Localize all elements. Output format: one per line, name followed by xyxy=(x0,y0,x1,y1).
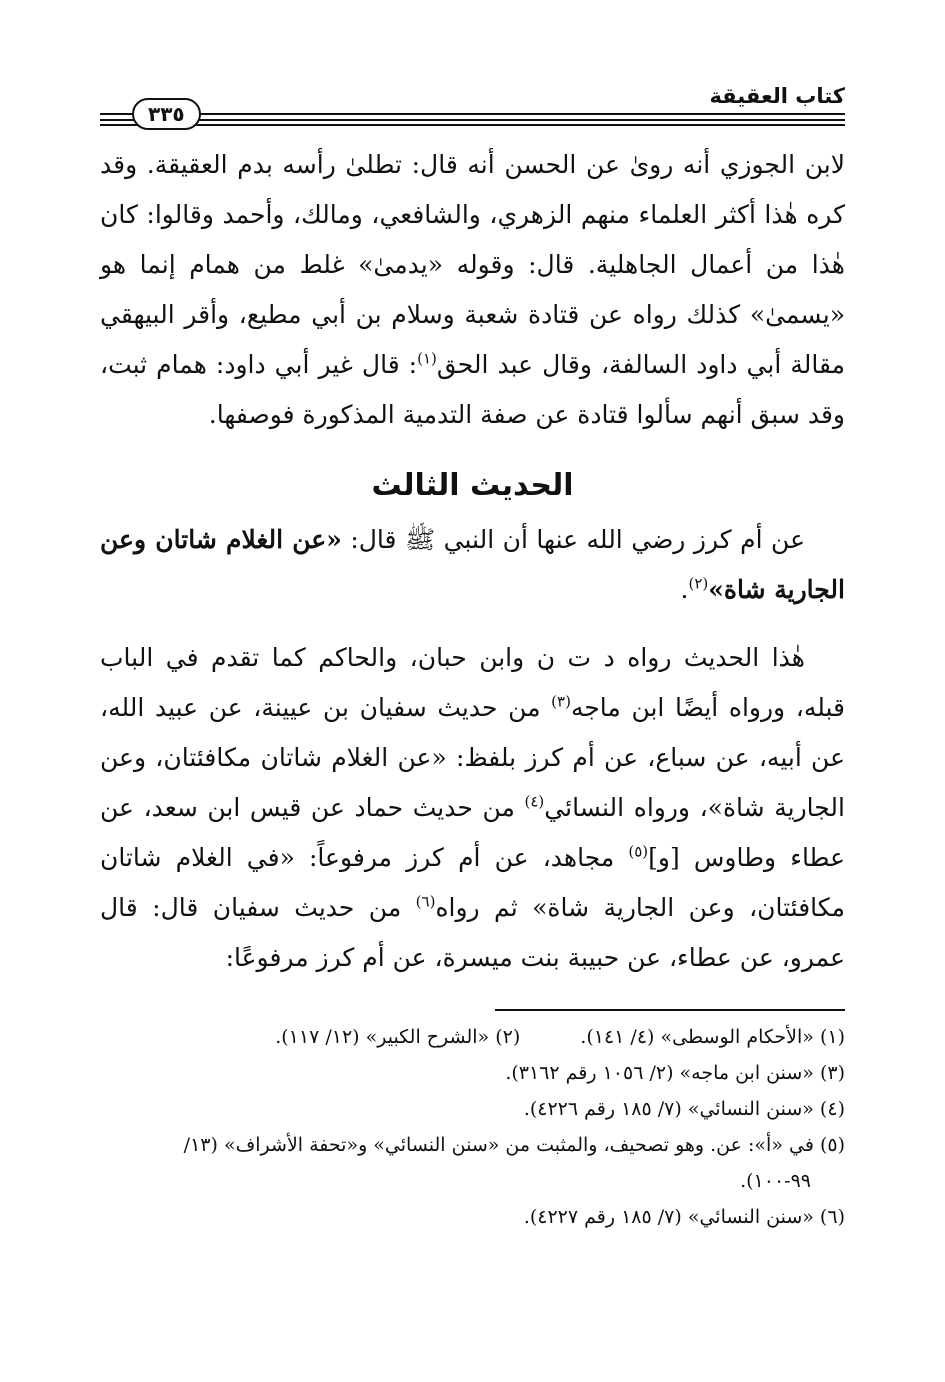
header-rule xyxy=(100,124,845,126)
footnote-6: (٦) «سنن النسائي» (٧/ ١٨٥ رقم ٤٢٢٧). xyxy=(523,1206,845,1228)
page-header xyxy=(100,80,845,128)
footnote-ref-5: (٥) xyxy=(628,842,649,861)
section-heading: الحديث الثالث xyxy=(371,468,574,503)
footnote-4: (٤) «سنن النسائي» (٧/ ١٨٥ رقم ٤٢٢٦). xyxy=(523,1098,845,1120)
footnote-ref-4: (٤) xyxy=(524,792,545,811)
hadith-text: «عن الغلام شاتان وعن الجارية شاة» xyxy=(100,525,845,604)
footnote-row xyxy=(100,1019,845,1055)
footnote-ref-1: (١) xyxy=(417,349,437,368)
paragraph-3: هٰذا الحديث رواه د ت ن وابن حبان، والحاكم كما تقدم في الباب قبله، ورواه أيضًا ابن ماجه$^{(٣)}$ من حديث سفيان بن عيينة، عن عبيد الله، عن أبيه، عن سباع، عن أم كرز بلفظ: «عن الغلام شاتان مكافئتان، وعن الجارية شاة»، ورواه النسائي$^{(٤)}$ من حديث حماد عن قيس ابن سعد، عن عطاء وطاوس [و]$^{(٥)}$ مجاهد، عن أم كرز مرفوعاً: «في الغلام شاتان مكافئتان، وعن الجارية شاة» ثم رواه$^{(٦)}$ من حديث سفيان قال: قال عمرو، عن عطاء، عن حبيبة بنت ميسرة، عن أم كرز مرفوعًا: xyxy=(100,643,846,972)
footnote-separator xyxy=(495,1009,845,1011)
footnote-ref-2: (٢) xyxy=(688,574,709,593)
paragraph-1: لابن الجوزي أنه روىٰ عن الحسن أنه قال: تطلىٰ رأسه بدم العقيقة. وقد كره هٰذا أكثر العلماء منهم الزهري، والشافعي، ومالك، وأحمد وقالوا: كان هٰذا من أعمال الجاهلية. قال: وقوله «يدمىٰ» غلط من همام إنما هو «يسمىٰ» كذلك رواه عن قتادة شعبة وسلام بن أبي مطيع، وأقر البيهقي مقالة أبي داود السالفة، وقال عبد الحق$^{(١)}$: قال غير أبي داود: همام ثبت، وقد سبق أنهم سألوا قتادة عن صفة التدمية المذكورة فوصفها. xyxy=(100,150,845,429)
header-rule xyxy=(100,113,845,115)
book-page xyxy=(100,80,845,1235)
footnotes xyxy=(100,1019,845,1235)
footnote-2: (٢) «الشرح الكبير» (١٢/ ١١٧). xyxy=(275,1026,521,1048)
paragraph-2: عن أم كرز رضي الله عنها أن النبي ﷺ قال: «عن الغلام شاتان وعن الجارية شاة»$^{(٢)}$. xyxy=(100,525,845,604)
header-rule xyxy=(100,119,845,121)
page-number: ٣٣٥ xyxy=(132,98,201,130)
footnote-5: (٥) في «أ»: عن. وهو تصحيف، والمثبت من «سنن النسائي» و«تحفة الأشراف» (١٣/ ٩٩-١٠٠). xyxy=(183,1134,845,1192)
footnote-1: (١) «الأحكام الوسطى» (٤/ ١٤١). xyxy=(580,1026,845,1048)
footnote-ref-3: (٣) xyxy=(551,692,571,711)
running-title: كتاب العقيقة xyxy=(709,84,845,108)
footnote-ref-6: (٦) xyxy=(415,892,436,911)
footnote-3: (٣) «سنن ابن ماجه» (٢/ ١٠٥٦ رقم ٣١٦٢). xyxy=(505,1062,845,1084)
